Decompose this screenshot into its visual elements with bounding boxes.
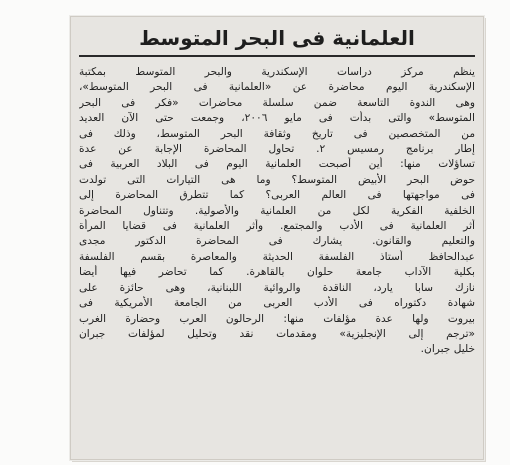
article-line: «ترجم إلى الإنجليزية» ومقدمات نقد وتحليل لمؤلفات جبران	[79, 327, 475, 340]
newspaper-clipping	[70, 16, 484, 460]
article-line: حوض البحر الأبيض المتوسط؟ وما هى التيارات التى تولدت	[79, 173, 475, 186]
article-line: فى مواجهتها فى العالم العربى؟ كما تتطرق المحاضرة إلى	[79, 189, 475, 202]
article-line: نازك سابا يارد، الناقدة والروائية اللبنانية، وهى حائزة على	[79, 281, 475, 294]
article-line: خليل جبران.	[420, 343, 475, 356]
article-headline: العلمانية فى البحر المتوسط	[79, 25, 475, 57]
article-line: والتعليم والقانون. يشارك فى المحاضرة الدكتور مجدى	[79, 235, 475, 248]
article-body	[79, 65, 475, 358]
article-line: عبدالحافظ أستاذ الفلسفة الحديثة والمعاصرة بقسم الفلسفة	[79, 250, 475, 263]
article-line: بيروت ولها عدة مؤلفات منها: الرحالون العرب وحضارة الغرب	[79, 312, 475, 325]
article-line: من المتخصصين فى تاريخ وثقافة البحر المتوسط، وذلك فى	[79, 127, 475, 140]
article-line: شهادة دكتوراه فى الأدب العربى من الجامعة الأمريكية فى	[79, 297, 475, 310]
article-line: المتوسط» والتى بدأت فى مايو ٢٠٠٦، وجمعت حتى الآن العديد	[79, 112, 475, 125]
article-line: ينظم مركز دراسات الإسكندرية والبحر المتوسط بمكتبة	[79, 66, 475, 78]
article-line: أثر العلمانية فى الأدب والمجتمع. وأثر العلمانية فى قضايا المرأة	[79, 220, 475, 233]
article-line: الإسكندرية اليوم محاضرة عن «العلمانية فى البحر المتوسط»،	[79, 81, 475, 94]
article-line: إطار برنامج رمسيس ٢. تحاول المحاضرة الإجابة عن عدة	[79, 143, 475, 156]
article-line: وهى الندوة التاسعة ضمن سلسلة محاضرات «فكر فى البحر	[79, 96, 475, 109]
clipping-content	[79, 25, 475, 451]
article-line: تساؤلات منها: أين أصبحت العلمانية اليوم فى البلاد العربية فى	[79, 158, 475, 171]
article-line: الخلفية الفكرية لكل من العلمانية والأصولية. وتتناول المحاضرة	[79, 204, 475, 217]
article-line: بكلية الآداب جامعة حلوان بالقاهرة. كما تحاضر فيها أيضا	[79, 266, 475, 279]
